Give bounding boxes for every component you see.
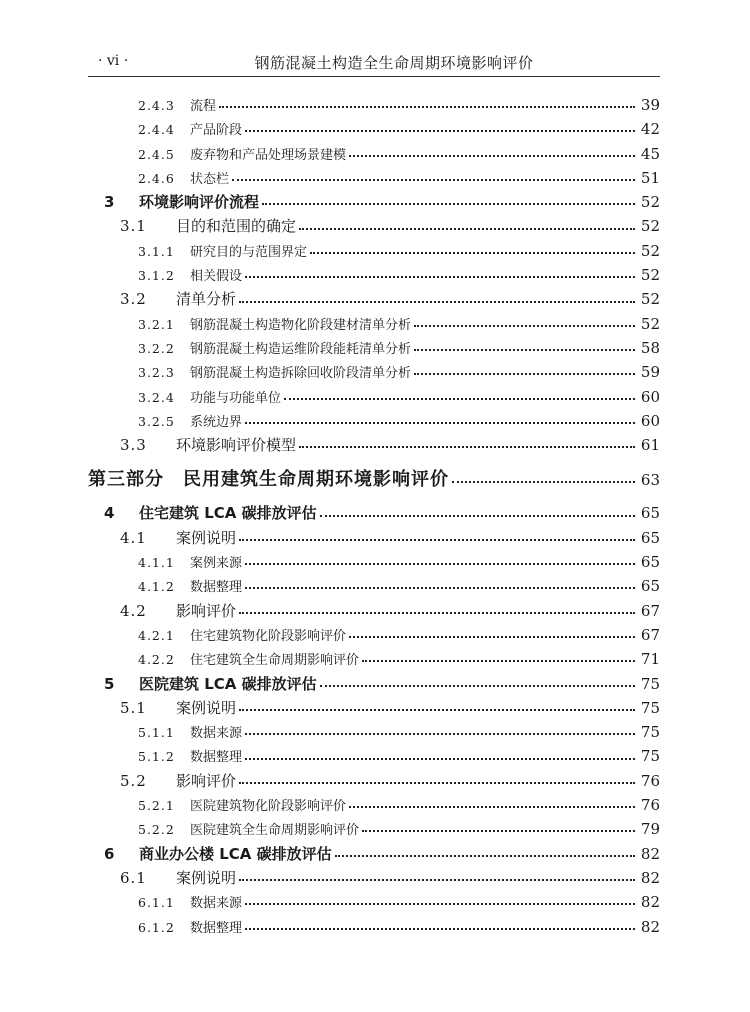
toc-entry-number: 4.1.2 <box>138 579 175 595</box>
toc-entry-page: 58 <box>640 338 660 357</box>
toc-entry-title: 钢筋混凝土构造运维阶段能耗清单分析 <box>190 341 412 357</box>
toc-chapter-entry[interactable] <box>88 672 660 696</box>
toc-entry-number: 3.2.2 <box>138 340 175 356</box>
toc-entry-title: 状态栏 <box>190 171 230 187</box>
toc-section-entry[interactable] <box>88 336 660 360</box>
toc-entry-title: 系统边界 <box>190 414 243 430</box>
toc-entry-page: 52 <box>640 314 660 333</box>
dot-leader <box>239 782 635 784</box>
toc-entry-page: 65 <box>640 553 660 572</box>
dot-leader <box>414 325 635 327</box>
toc-entry-page: 39 <box>640 96 660 114</box>
toc-section-entry[interactable] <box>88 93 660 117</box>
toc-section-entry[interactable] <box>88 287 660 311</box>
toc-entry-title: 住宅建筑全生命周期影响评价 <box>190 653 360 669</box>
dot-leader <box>232 179 635 181</box>
toc-entry-number: 5.1.1 <box>138 725 175 741</box>
toc-entry-number: 3.1.2 <box>138 268 175 284</box>
toc-entry-page: 71 <box>640 650 660 669</box>
dot-leader <box>262 203 635 205</box>
dot-leader <box>219 106 635 108</box>
dot-leader <box>239 709 635 711</box>
toc-entry-title: 目的和范围的确定 <box>176 217 297 236</box>
toc-entry-page: 60 <box>640 411 660 430</box>
dot-leader <box>245 276 635 278</box>
toc-entry-page: 75 <box>640 747 660 766</box>
toc-section-entry[interactable] <box>88 866 660 890</box>
dot-leader <box>299 446 635 448</box>
toc-entry-number: 4.2.2 <box>138 652 175 668</box>
dot-leader <box>239 879 635 881</box>
running-header <box>88 48 660 77</box>
toc-entry-title: 医院建筑物化阶段影响评价 <box>190 799 347 815</box>
toc-chapter-entry[interactable] <box>88 190 660 214</box>
toc-entry-title: 案例说明 <box>176 868 237 887</box>
toc-entry-page: 52 <box>640 217 660 236</box>
toc-entry-page: 52 <box>640 193 660 212</box>
toc-entry-number: 6.1.1 <box>138 895 175 911</box>
toc-section-entry[interactable] <box>88 239 660 263</box>
toc-section-entry[interactable] <box>88 769 660 793</box>
toc-section-entry[interactable] <box>88 312 660 336</box>
dot-leader <box>299 228 635 230</box>
toc-entry-number: 2.4.3 <box>138 98 175 113</box>
toc-entry-number: 4.2 <box>120 601 147 620</box>
toc-entry-number: 3.1.1 <box>138 243 175 259</box>
book-title: 钢筋混凝土构造全生命周期环境影响评价 <box>254 54 534 72</box>
toc-entry-page: 67 <box>640 601 660 620</box>
toc-section-entry[interactable] <box>88 574 660 598</box>
toc-entry-page: 42 <box>640 120 660 139</box>
toc-entry-title: 废弃物和产品处理场景建模 <box>190 147 347 163</box>
toc-entry-number: 4.2.1 <box>138 627 175 643</box>
toc-entry-title: 案例说明 <box>176 528 237 547</box>
toc-entry-number: 2.4.5 <box>138 146 175 162</box>
toc-entry-number: 3.2.3 <box>138 365 175 381</box>
toc-entry-title: 案例来源 <box>190 556 243 572</box>
toc-entry-title: 钢筋混凝土构造物化阶段建材清单分析 <box>190 317 412 333</box>
dot-leader <box>245 422 635 424</box>
toc-entry-number: 3.2.1 <box>138 316 175 332</box>
table-of-contents <box>0 93 750 939</box>
toc-entry-number: 3.2.4 <box>138 389 175 405</box>
toc-section-entry[interactable] <box>88 793 660 817</box>
toc-entry-page: 51 <box>640 168 660 187</box>
toc-entry-title: 钢筋混凝土构造拆除回收阶段清单分析 <box>190 366 412 382</box>
toc-entry-page: 82 <box>640 893 660 912</box>
dot-leader <box>239 612 635 614</box>
toc-section-entry[interactable] <box>88 817 660 841</box>
toc-entry-title: 住宅建筑 LCA 碳排放评估 <box>139 504 317 523</box>
toc-entry-page: 82 <box>640 868 660 887</box>
toc-entry-number: 5.1.2 <box>138 749 175 765</box>
toc-entry-page: 52 <box>640 241 660 260</box>
toc-entry-title: 案例说明 <box>176 698 237 717</box>
toc-section-entry[interactable] <box>88 647 660 671</box>
toc-section-entry[interactable] <box>88 696 660 720</box>
toc-entry-title: 第三部分 民用建筑生命周期环境影响评价 <box>88 469 449 491</box>
toc-entry-number: 5.2.1 <box>138 798 175 814</box>
toc-entry-number: 5.1 <box>120 698 147 717</box>
toc-entry-page: 65 <box>640 504 660 523</box>
toc-section-entry[interactable] <box>88 599 660 623</box>
toc-entry-title: 数据来源 <box>190 896 243 912</box>
toc-entry-title: 环境影响评价流程 <box>139 193 260 212</box>
toc-entry-page: 76 <box>640 796 660 815</box>
dot-leader <box>284 398 635 400</box>
toc-section-entry[interactable] <box>88 117 660 141</box>
dot-leader <box>349 155 635 157</box>
dot-leader <box>310 252 635 254</box>
toc-entry-number: 3.2.5 <box>138 413 175 429</box>
toc-entry-page: 79 <box>640 820 660 839</box>
toc-entry-page: 82 <box>640 917 660 936</box>
toc-entry-title: 产品阶段 <box>190 123 243 139</box>
toc-entry-number: 2.4.6 <box>138 170 175 186</box>
toc-entry-number: 3.1 <box>120 217 147 236</box>
toc-section-entry[interactable] <box>88 720 660 744</box>
toc-entry-title: 流程 <box>190 99 217 114</box>
toc-entry-page: 52 <box>640 290 660 309</box>
toc-section-entry[interactable] <box>88 214 660 238</box>
dot-leader <box>414 373 635 375</box>
toc-entry-title: 住宅建筑物化阶段影响评价 <box>190 628 347 644</box>
toc-entry-title: 数据整理 <box>190 750 243 766</box>
dot-leader <box>349 636 635 638</box>
toc-section-entry[interactable] <box>88 263 660 287</box>
dot-leader <box>362 660 635 662</box>
toc-entry-title: 影响评价 <box>176 601 237 620</box>
toc-entry-number: 5.2 <box>120 771 147 790</box>
toc-section-entry[interactable] <box>88 744 660 768</box>
toc-section-entry[interactable] <box>88 623 660 647</box>
toc-entry-title: 清单分析 <box>176 290 237 309</box>
toc-entry-page: 82 <box>640 844 660 863</box>
dot-leader <box>414 349 635 351</box>
toc-entry-page: 60 <box>640 387 660 406</box>
toc-section-entry[interactable] <box>88 550 660 574</box>
toc-entry-number: 5.2.2 <box>138 822 175 838</box>
toc-entry-page: 67 <box>640 625 660 644</box>
toc-entry-number: 6.1.2 <box>138 919 175 935</box>
toc-entry-title: 影响评价 <box>176 771 237 790</box>
toc-part-entry[interactable] <box>88 461 660 499</box>
toc-entry-title: 环境影响评价模型 <box>176 436 297 455</box>
dot-leader <box>335 855 635 857</box>
toc-entry-page: 75 <box>640 674 660 693</box>
toc-entry-page: 75 <box>640 723 660 742</box>
dot-leader <box>245 733 635 735</box>
toc-entry-number: 4.1.1 <box>138 555 175 571</box>
dot-leader <box>245 130 635 132</box>
dot-leader <box>239 539 635 541</box>
toc-entry-page: 61 <box>640 436 660 455</box>
toc-entry-title: 商业办公楼 LCA 碳排放评估 <box>139 844 332 863</box>
toc-entry-title: 医院建筑 LCA 碳排放评估 <box>139 674 317 693</box>
dot-leader <box>245 903 635 905</box>
toc-entry-number: 4.1 <box>120 528 147 547</box>
dot-leader <box>320 685 635 687</box>
toc-entry-number: 2.4.4 <box>138 122 175 138</box>
dot-leader <box>349 806 635 808</box>
toc-section-entry[interactable] <box>88 526 660 550</box>
toc-section-entry[interactable] <box>88 166 660 190</box>
dot-leader <box>245 928 635 930</box>
dot-leader <box>245 758 635 760</box>
toc-section-entry[interactable] <box>88 385 660 409</box>
toc-section-entry[interactable] <box>88 433 660 457</box>
toc-entry-title: 数据整理 <box>190 920 243 936</box>
toc-entry-number: 5 <box>104 674 115 693</box>
toc-entry-number: 3.3 <box>120 436 147 455</box>
dot-leader <box>320 515 635 517</box>
toc-section-entry[interactable] <box>88 360 660 384</box>
toc-section-entry[interactable] <box>88 890 660 914</box>
toc-entry-title: 数据整理 <box>190 580 243 596</box>
dot-leader <box>362 830 635 832</box>
toc-entry-page: 52 <box>640 266 660 285</box>
toc-entry-page: 65 <box>640 528 660 547</box>
toc-entry-page: 59 <box>640 363 660 382</box>
toc-entry-page: 75 <box>640 698 660 717</box>
toc-section-entry[interactable] <box>88 409 660 433</box>
toc-entry-page: 45 <box>640 144 660 163</box>
toc-entry-title: 相关假设 <box>190 269 243 285</box>
toc-entry-page: 65 <box>640 577 660 596</box>
toc-section-entry[interactable] <box>88 915 660 939</box>
toc-entry-number: 6.1 <box>120 868 147 887</box>
dot-leader <box>245 563 635 565</box>
toc-entry-number: 3 <box>104 193 115 212</box>
toc-chapter-entry[interactable] <box>88 501 660 525</box>
toc-entry-title: 研究目的与范围界定 <box>190 244 308 260</box>
toc-entry-title: 数据来源 <box>190 726 243 742</box>
toc-chapter-entry[interactable] <box>88 842 660 866</box>
toc-entry-page: 63 <box>640 471 660 490</box>
toc-entry-number: 4 <box>104 504 115 523</box>
toc-entry-number: 6 <box>104 844 115 863</box>
toc-entry-number: 3.2 <box>120 290 147 309</box>
toc-entry-title: 医院建筑全生命周期影响评价 <box>190 823 360 839</box>
dot-leader <box>452 481 635 483</box>
toc-section-entry[interactable] <box>88 142 660 166</box>
dot-leader <box>239 301 635 303</box>
page-number: · vi · <box>98 53 129 69</box>
toc-entry-title: 功能与功能单位 <box>190 390 282 406</box>
toc-entry-page: 76 <box>640 771 660 790</box>
dot-leader <box>245 587 635 589</box>
